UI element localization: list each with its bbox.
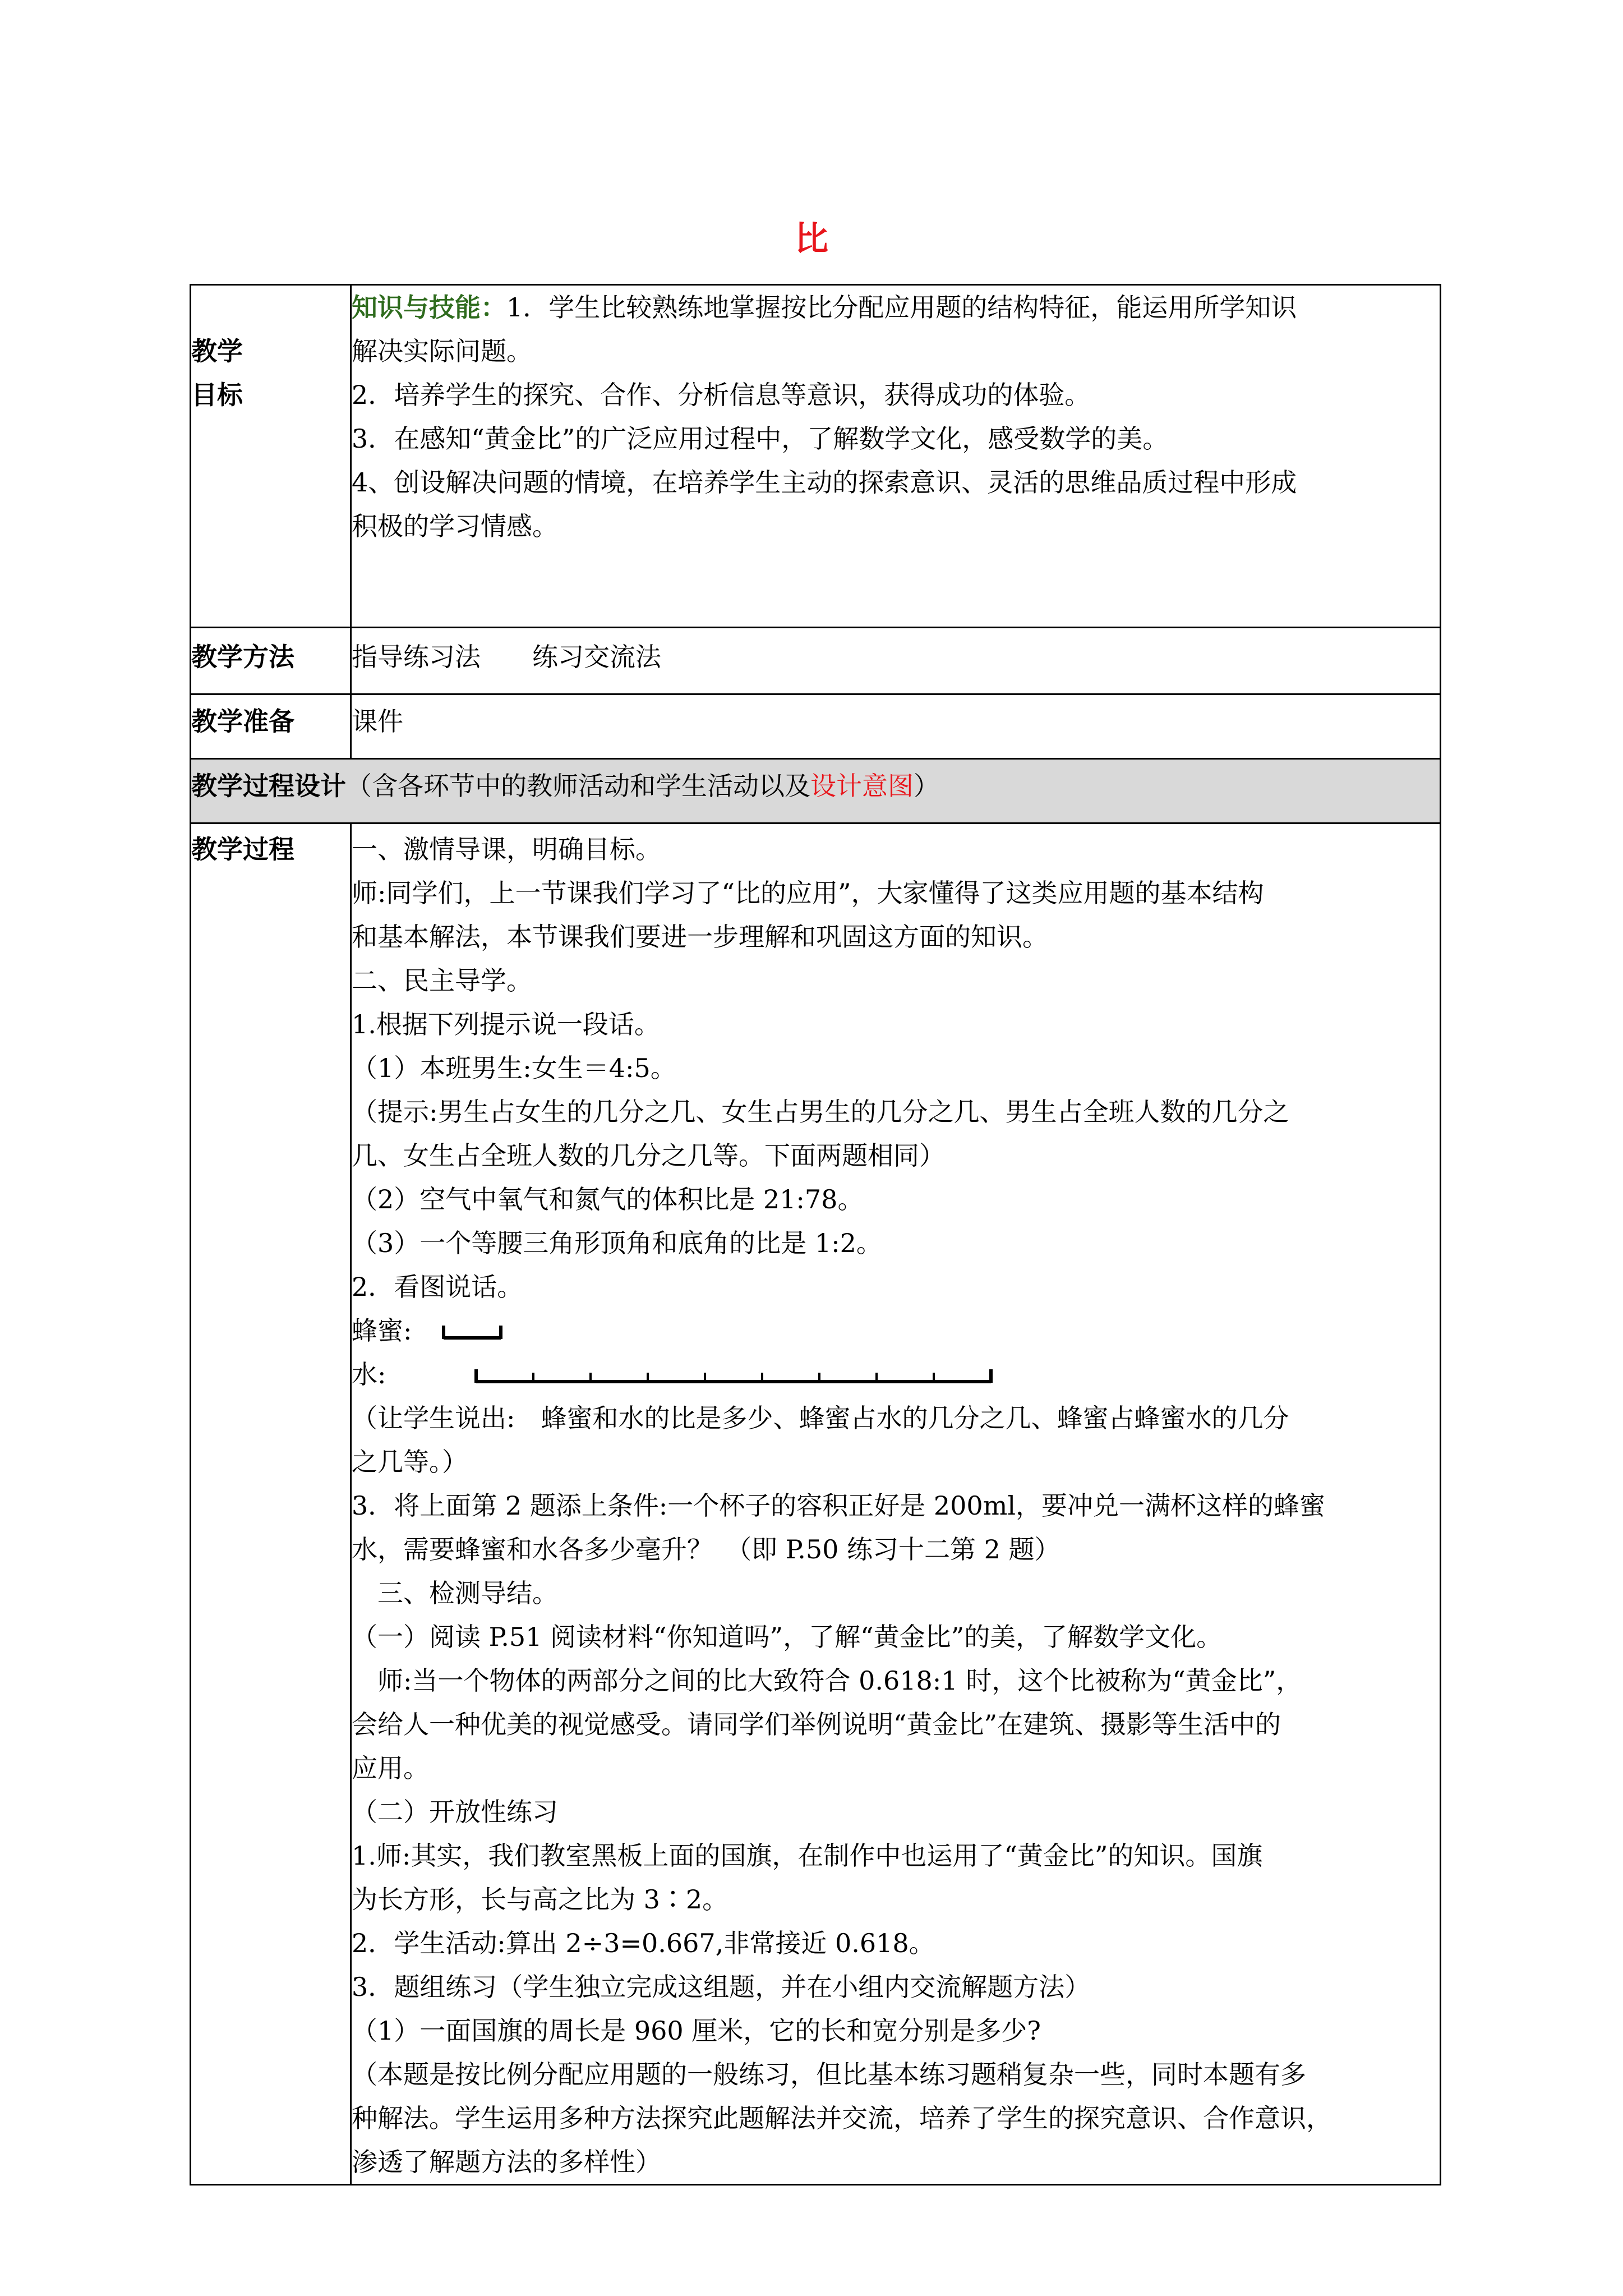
design-cell: [191, 759, 1441, 823]
design-intent: 设计意图: [810, 771, 914, 801]
process-label: 教学过程: [191, 823, 351, 2185]
process-line-b-14: 3．题组练习（学生独立完成这组题，并在小组内交流解题方法）: [352, 1972, 1091, 2002]
process-line-b-12: 为长方形，长与高之比为 3∶2。: [352, 1884, 728, 1915]
process-line-b-1: （让学生说出: 蜂蜜和水的比是多少、蜂蜜占水的几分之几、蜂蜜占蜂蜜水的几分: [352, 1403, 1289, 1433]
honey-diagram-row: [352, 1309, 1440, 1352]
goal-label-1: 教学: [191, 336, 243, 366]
water-label: 水:: [352, 1359, 386, 1389]
goal-line-1-text: 1．学生比较熟练地掌握按比分配应用题的结构特征，能运用所学知识: [506, 292, 1297, 323]
process-line-b-6: （一）阅读 P.51 阅读材料“你知道吗”，了解“黄金比”的美，了解数学文化。: [352, 1622, 1223, 1652]
process-line-10: （3）一个等腰三角形顶角和底角的比是 1:2。: [352, 1228, 882, 1258]
process-line-b-4: 水，需要蜂蜜和水各多少毫升？ （即 P.50 练习十二第 2 题）: [352, 1534, 1061, 1565]
process-row: [191, 823, 1441, 2185]
honey-bar-diagram: [436, 1309, 1109, 1352]
process-line-b-18: 渗透了解题方法的多样性）: [352, 2147, 661, 2177]
design-text: （含各环节中的教师活动和学生活动以及: [346, 771, 810, 801]
process-line-2: 师:同学们，上一节课我们学习了“比的应用”，大家懂得了这类应用题的基本结构: [352, 878, 1264, 908]
design-row: [191, 759, 1441, 823]
process-line-4: 二、民主导学。: [352, 965, 532, 996]
goal-line-4b: 积极的学习情感。: [352, 511, 558, 541]
process-content-cell: [351, 823, 1441, 2185]
lesson-plan-table: [190, 284, 1441, 2185]
prep-row: [191, 694, 1441, 759]
goal-prefix: 知识与技能：: [352, 292, 506, 323]
goal-label-cell: [191, 285, 351, 628]
goal-line-3: 3．在感知“黄金比”的广泛应用过程中，了解数学文化，感受数学的美。: [352, 424, 1169, 454]
process-line-b-7: 师:当一个物体的两部分之间的比大致符合 0.618:1 时，这个比被称为“黄金比”，: [352, 1665, 1302, 1696]
process-line-b-11: 1.师:其实，我们教室黑板上面的国旗，在制作中也运用了“黄金比”的知识。国旗: [352, 1841, 1263, 1871]
prep-label: 教学准备: [191, 694, 351, 759]
process-line-b-9: 应用。: [352, 1753, 429, 1783]
process-line-9: （2）空气中氧气和氮气的体积比是 21:78。: [352, 1184, 864, 1214]
water-diagram-row: [352, 1352, 1440, 1396]
design-label: 教学过程设计: [191, 771, 346, 801]
process-line-11: 2．看图说话。: [352, 1272, 523, 1302]
goal-line-4: 4、创设解决问题的情境，在培养学生主动的探索意识、灵活的思维品质过程中形成: [352, 467, 1297, 498]
method-row: [191, 628, 1441, 694]
goal-line-1: [352, 286, 1440, 329]
process-line-b-13: 2．学生活动:算出 2÷3=0.667,非常接近 0.618。: [352, 1928, 935, 1958]
process-line-1: 一、激情导课，明确目标。: [352, 834, 661, 864]
process-lines-part1: [352, 827, 1440, 1309]
process-line-b-10: （二）开放性练习: [352, 1797, 558, 1827]
goal-row: [191, 285, 1441, 628]
process-line-b-8: 会给人一种优美的视觉感受。请同学们举例说明“黄金比”在建筑、摄影等生活中的: [352, 1709, 1281, 1740]
process-line-b-3: 3．将上面第 2 题添上条件:一个杯子的容积正好是 200ml，要冲兑一满杯这样的蜂蜜: [352, 1490, 1326, 1521]
process-line-5: 1.根据下列提示说一段话。: [352, 1009, 660, 1039]
process-line-3: 和基本解法，本节课我们要进一步理解和巩固这方面的知识。: [352, 922, 1048, 952]
process-line-6: （1）本班男生:女生＝4:5。: [352, 1053, 676, 1083]
process-line-8: 几、女生占全班人数的几分之几等。下面两题相同）: [352, 1140, 945, 1171]
process-line-b-2: 之几等。）: [352, 1447, 468, 1477]
prep-value: 课件: [351, 694, 1441, 759]
process-line-7: （提示:男生占女生的几分之几、女生占男生的几分之几、男生占全班人数的几分之: [352, 1097, 1289, 1127]
process-line-b-16: （本题是按比例分配应用题的一般练习，但比基本练习题稍复杂一些，同时本题有多: [352, 2059, 1306, 2090]
goal-line-2: 2．培养学生的探究、合作、分析信息等意识，获得成功的体验。: [352, 380, 1091, 410]
goal-line-1b: 解决实际问题。: [352, 336, 532, 366]
water-bar-diagram: [436, 1352, 1109, 1396]
process-line-b-5: 三、检测导结。: [352, 1578, 558, 1608]
process-lines-part2: [352, 1396, 1440, 2184]
process-line-b-15: （1）一面国旗的周长是 960 厘米，它的长和宽分别是多少?: [352, 2016, 1041, 2046]
design-end: ）: [914, 771, 939, 801]
method-label: 教学方法: [191, 628, 351, 694]
goal-content-cell: [351, 285, 1441, 628]
goal-label-2: 目标: [191, 380, 243, 410]
method-value: 指导练习法 练习交流法: [351, 628, 1441, 694]
honey-label: 蜂蜜:: [352, 1315, 412, 1346]
page-title: 比: [795, 219, 828, 259]
process-line-b-17: 种解法。学生运用多种方法探究此题解法并交流，培养了学生的探究意识、合作意识，: [352, 2103, 1332, 2133]
